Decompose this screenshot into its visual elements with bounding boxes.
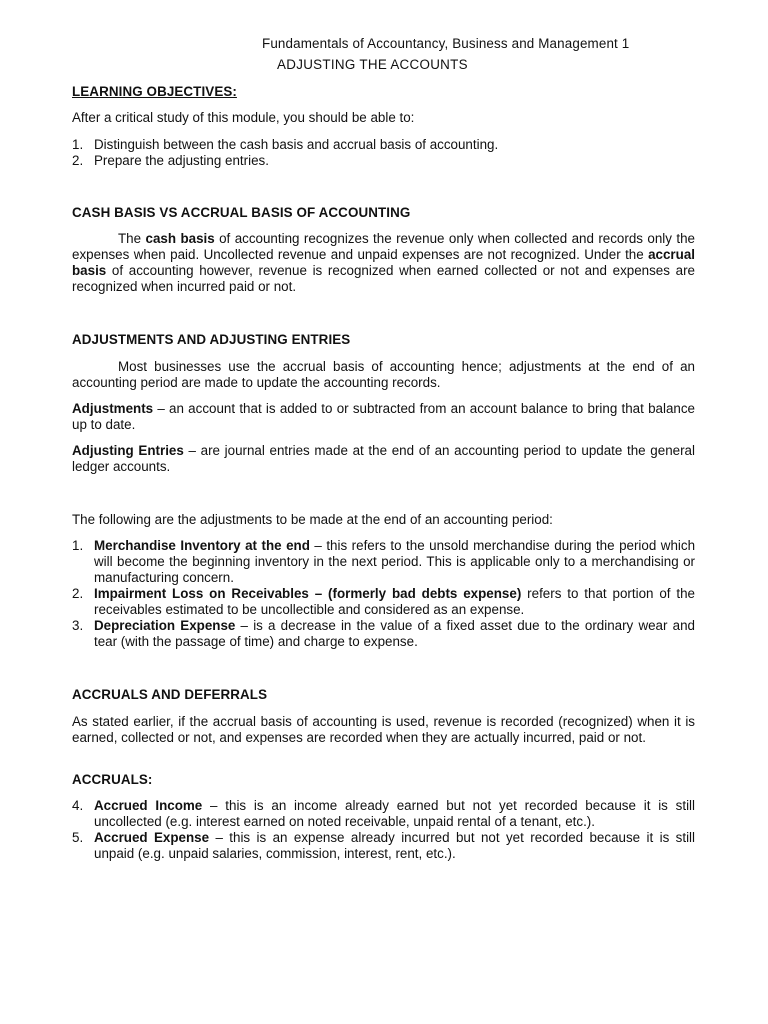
accruals-deferrals-intro xyxy=(72,714,695,746)
list-number: 1. xyxy=(72,538,84,553)
list-text: Distinguish between the cash basis and accrual basis of accounting. xyxy=(94,137,499,152)
accruals-heading: ACCRUALS: xyxy=(72,772,153,787)
list-item xyxy=(72,618,695,650)
adjustments-intro xyxy=(72,359,695,391)
list-text: – this is an income already earned but not yet recorded because it is still uncollected (e.g. interest earned on noted receivable, unpaid rental of a tenant, etc.). xyxy=(94,798,696,829)
list-number: 2. xyxy=(72,586,84,601)
cash-vs-accrual-heading: CASH BASIS VS ACCRUAL BASIS OF ACCOUNTING xyxy=(72,205,411,220)
term-adjusting-entries: Adjusting Entries xyxy=(72,443,184,458)
list-term: Depreciation Expense xyxy=(94,618,236,633)
definition-text: – are journal entries made at the end of an accounting period to update the general ledger accounts. xyxy=(72,443,695,474)
list-text: – is a decrease in the value of a fixed asset due to the ordinary wear and tear (with the passage of time) and charge to expense. xyxy=(94,618,695,649)
page-title: ADJUSTING THE ACCOUNTS xyxy=(277,57,468,72)
adjustments-definition xyxy=(72,401,695,433)
paragraph-text: of accounting recognizes the revenue only when collected and records only the expenses when paid. Uncollected revenue and unpaid expenses are not recognized. Under the xyxy=(72,231,695,262)
list-text: – this is an expense already incurred but not yet recorded because it is still unpaid (e.g. unpaid salaries, commission, interest, rent, etc.). xyxy=(94,830,695,861)
list-item xyxy=(72,538,695,586)
list-item xyxy=(72,830,695,862)
paragraph-text: As stated earlier, if the accrual basis of accounting is used, revenue is recorded (recognized) when it is earned, collected or not, and expenses are recorded when they are actually incurred, paid or not. xyxy=(72,714,695,745)
list-number: 2. xyxy=(72,153,84,168)
list-term: Impairment Loss on Receivables – (formerly bad debts expense) xyxy=(94,586,522,601)
list-number: 1. xyxy=(72,137,84,152)
term-cash-basis: cash basis xyxy=(145,231,215,246)
list-term: Merchandise Inventory at the end xyxy=(94,538,310,553)
list-number: 4. xyxy=(72,798,84,813)
objectives-intro: After a critical study of this module, you should be able to: xyxy=(72,110,415,125)
accruals-deferrals-heading: ACCRUALS AND DEFERRALS xyxy=(72,687,268,702)
list-number: 3. xyxy=(72,618,84,633)
list-item xyxy=(72,798,695,830)
list-item xyxy=(72,137,695,153)
list-text: – this refers to the unsold merchandise during the period which will become the beginning inventory in the next period. This is applicable only to a merchandising or manufacturing concern. xyxy=(94,538,696,585)
list-item xyxy=(72,153,695,169)
list-text: refers to that portion of the receivables estimated to be uncollectible and considered as an expense. xyxy=(94,586,695,617)
learning-objectives-section xyxy=(72,84,695,100)
paragraph-text: Most businesses use the accrual basis of accounting hence; adjustments at the end of an accounting period are made to update the accounting records. xyxy=(72,359,695,390)
adjustments-heading: ADJUSTMENTS AND ADJUSTING ENTRIES xyxy=(72,332,351,347)
list-number: 5. xyxy=(72,830,84,845)
learning-objectives-heading: LEARNING OBJECTIVES: xyxy=(72,84,237,99)
definition-text: – an account that is added to or subtracted from an account balance to bring that balance up to date. xyxy=(72,401,695,432)
accruals-list xyxy=(72,798,695,862)
paragraph-text: The xyxy=(118,231,146,246)
objectives-list xyxy=(72,137,695,169)
course-title: Fundamentals of Accountancy, Business and Management 1 xyxy=(262,36,630,51)
adjustments-list xyxy=(72,538,695,650)
list-item xyxy=(72,586,695,618)
list-term: Accrued Expense xyxy=(94,830,210,845)
paragraph-text: of accounting however, revenue is recognized when earned collected or not and expenses are recognized when incurred paid or not. xyxy=(72,263,695,294)
adjusting-entries-definition xyxy=(72,443,695,475)
cash-vs-accrual-paragraph xyxy=(72,231,695,295)
list-text: Prepare the adjusting entries. xyxy=(94,153,269,168)
list-term: Accrued Income xyxy=(94,798,203,813)
term-accrual-basis: accrual basis xyxy=(72,247,695,278)
adjustments-list-intro: The following are the adjustments to be made at the end of an accounting period: xyxy=(72,512,553,527)
term-adjustments: Adjustments xyxy=(72,401,154,416)
